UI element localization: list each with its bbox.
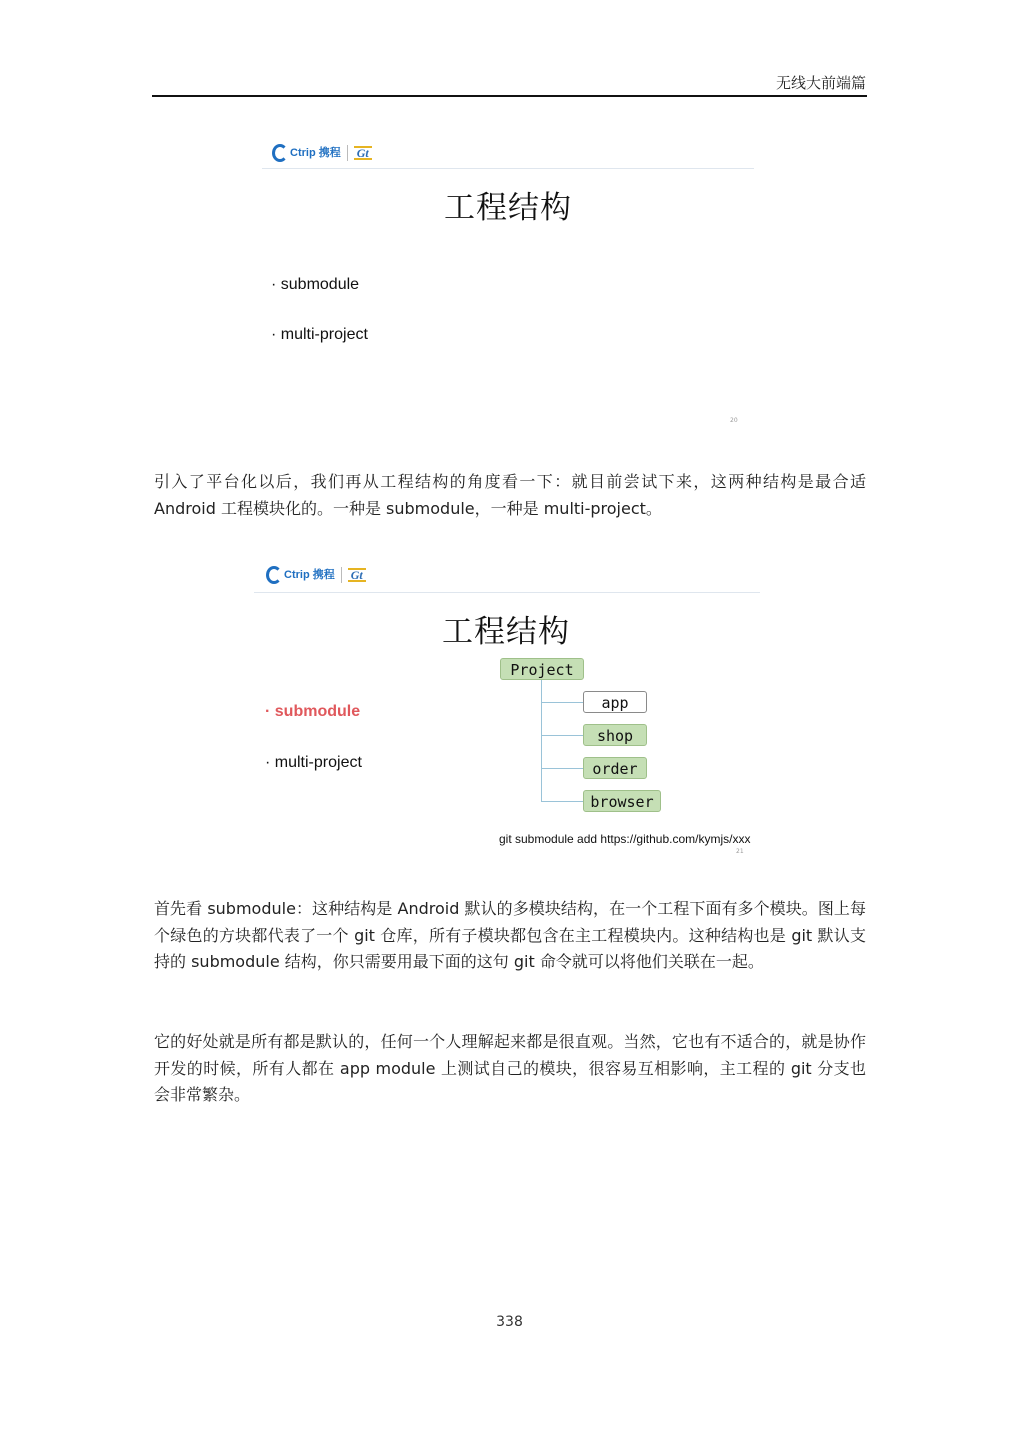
tree-node-root: Project <box>500 658 584 680</box>
gt-logo: Gt <box>354 146 372 160</box>
bullet-multi-project: · multi-project <box>271 326 368 343</box>
git-command: git submodule add https://github.com/kymjs/xxx <box>499 832 751 846</box>
submodule-tree-diagram <box>498 656 698 816</box>
gt-logo: Gt <box>348 568 366 582</box>
slide-logo <box>272 144 372 162</box>
tree-branch <box>541 801 583 802</box>
slide-number: 20 <box>730 417 738 424</box>
slide-divider <box>262 168 754 169</box>
paragraph-submodule: 首先看 submodule：这种结构是 Android 默认的多模块结构，在一个工程下面有多个模块。图上每个绿色的方块都代表了一个 git 仓库，所有子模块都包含在主工程模块内。这种结构也是 git 默认支持的 submodule 结构，你只需要用最下面的这句 git 命令就可以将他们关联在一起。 <box>154 899 866 971</box>
slide-number: 21 <box>736 848 744 855</box>
ctrip-swoosh-icon <box>266 566 282 584</box>
logo-divider <box>341 567 342 583</box>
tree-trunk <box>541 680 542 802</box>
slide-image-1 <box>258 136 758 436</box>
slide-title: 工程结构 <box>442 614 570 650</box>
bullet-submodule-highlighted: · submodule <box>265 703 361 720</box>
logo-divider <box>347 145 348 161</box>
ctrip-swoosh-icon <box>272 144 288 162</box>
tree-branch <box>541 768 583 769</box>
tree-node-order: order <box>583 757 647 779</box>
tree-node-shop: shop <box>583 724 647 746</box>
bullet-submodule: · submodule <box>271 276 360 293</box>
tree-node-browser: browser <box>583 790 661 812</box>
ctrip-logo: Ctrip 携程 <box>266 566 335 584</box>
paragraph-pros-cons: 它的好处就是所有都是默认的，任何一个人理解起来都是很直观。当然，它也有不适合的，就是协作开发的时候，所有人都在 app module 上测试自己的模块，很容易互相影响，主工程的 git 分支也会非常繁杂。 <box>154 1032 866 1104</box>
header-rule <box>152 95 867 97</box>
tree-node-app: app <box>583 691 647 713</box>
paragraph-intro: 引入了平台化以后，我们再从工程结构的角度看一下：就目前尝试下来，这两种结构是最合适 Android 工程模块化的。一种是 submodule，一种是 multi-project。 <box>154 472 866 518</box>
slide-title: 工程结构 <box>444 190 572 226</box>
tree-branch <box>541 702 583 703</box>
slide-divider <box>254 592 760 593</box>
bullet-multi-project: · multi-project <box>265 754 362 771</box>
tree-branch <box>541 735 583 736</box>
slide-logo <box>266 566 366 584</box>
ctrip-logo: Ctrip 携程 <box>272 144 341 162</box>
page-number: 338 <box>496 1314 523 1330</box>
running-header: 无线大前端篇 <box>775 74 866 92</box>
